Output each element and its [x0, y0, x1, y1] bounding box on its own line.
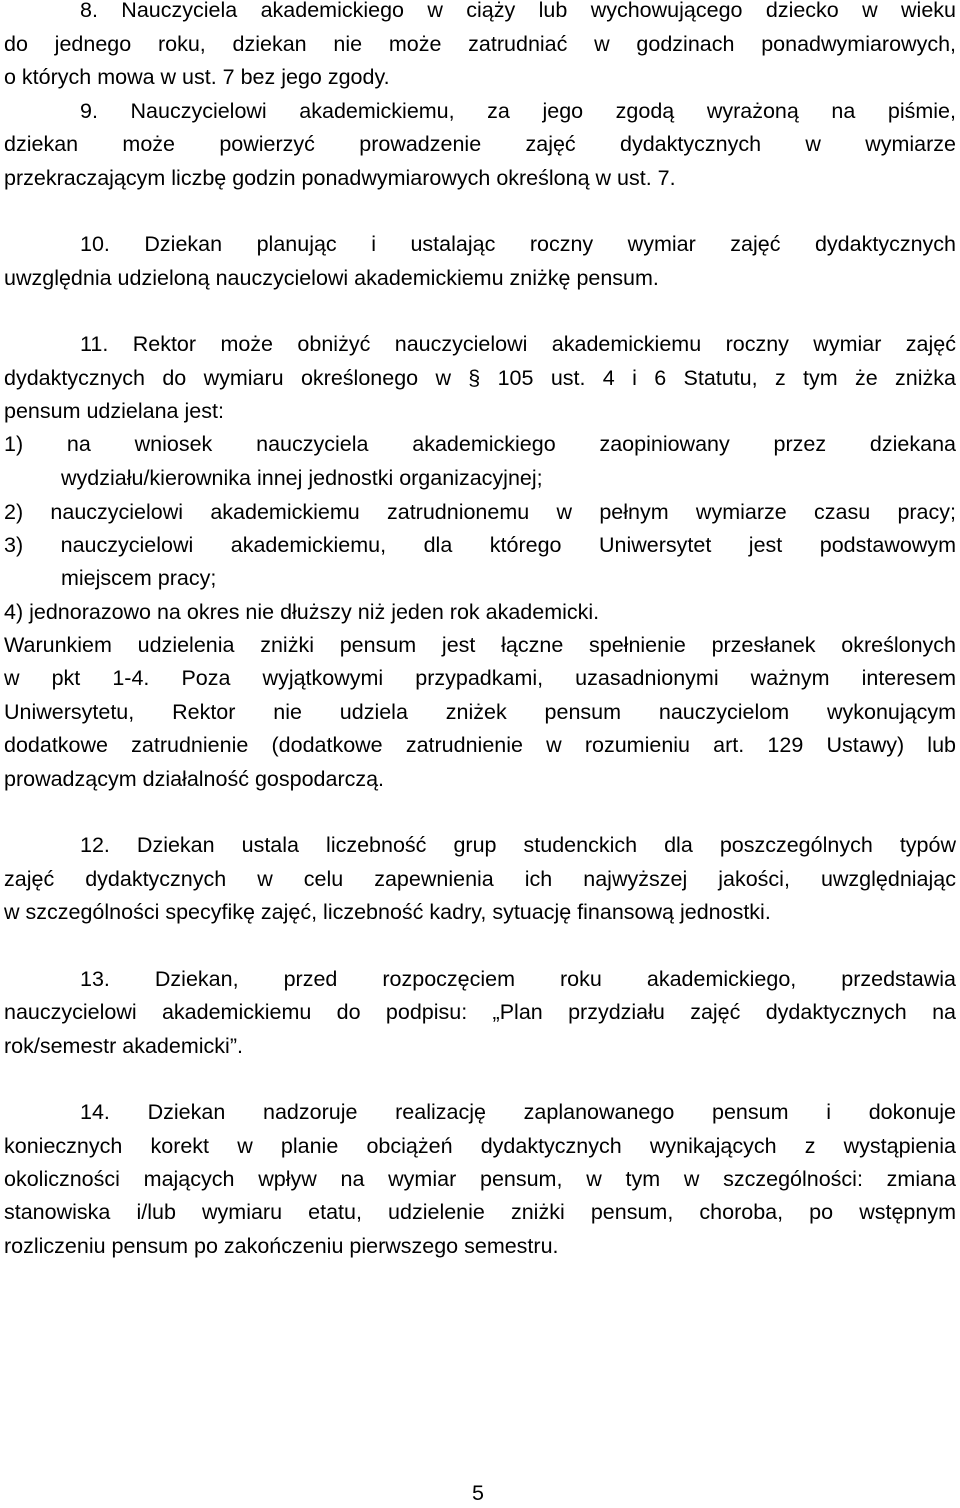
text-line: rok/semestr akademicki”.: [4, 1034, 243, 1058]
text-line: 1) na wniosek nauczyciela akademickiego zaopiniowany przez dziekana: [4, 432, 956, 456]
text-line: dziekan może powierzyć prowadzenie zajęć dydaktycznych w wymiarze: [4, 132, 956, 156]
text-line: zajęć dydaktycznych w celu zapewnienia ich najwyższej jakości, uwzględniając: [4, 867, 956, 891]
text-line: stanowiska i/lub wymiaru etatu, udzielenie zniżki pensum, choroba, po wstępnym: [4, 1200, 956, 1224]
text-line: 2) nauczycielowi akademickiemu zatrudnionemu w pełnym wymiarze czasu pracy;: [4, 500, 956, 524]
text-line: miejscem pracy;: [61, 566, 217, 590]
text-line: Uniwersytetu, Rektor nie udziela zniżek pensum nauczycielom wykonującym: [4, 700, 956, 724]
text-line: Warunkiem udzielenia zniżki pensum jest łączne spełnienie przesłanek określonych: [4, 633, 956, 657]
text-line: prowadzącym działalność gospodarczą.: [4, 767, 385, 791]
text-line: pensum udzielana jest:: [4, 399, 224, 423]
text-line: w pkt 1-4. Poza wyjątkowymi przypadkami, uzasadnionymi ważnym interesem: [4, 666, 956, 690]
text-line: okoliczności mających wpływ na wymiar pensum, w tym w szczególności: zmiana: [4, 1167, 956, 1191]
page-number: 5: [472, 1481, 484, 1505]
text-line: nauczycielowi akademickiemu do podpisu: „Plan przydziału zajęć dydaktycznych na: [4, 1000, 956, 1024]
text-line: 13. Dziekan, przed rozpoczęciem roku akademickiego, przedstawia: [80, 967, 956, 991]
text-line: wydziału/kierownika innej jednostki organizacyjnej;: [61, 466, 543, 490]
text-line: uwzględnia udzieloną nauczycielowi akademickiemu zniżkę pensum.: [4, 266, 659, 290]
text-line: 14. Dziekan nadzoruje realizację zaplanowanego pensum i dokonuje: [80, 1100, 956, 1124]
text-line: 12. Dziekan ustala liczebność grup studenckich dla poszczególnych typów: [80, 833, 956, 857]
text-line: 8. Nauczyciela akademickiego w ciąży lub wychowującego dziecko w wieku: [80, 0, 956, 22]
text-line: 3) nauczycielowi akademickiemu, dla którego Uniwersytet jest podstawowym: [4, 533, 956, 557]
text-line: koniecznych korekt w planie obciążeń dydaktycznych wynikających z wystąpienia: [4, 1134, 956, 1158]
text-line: o których mowa w ust. 7 bez jego zgody.: [4, 65, 390, 89]
text-line: dydaktycznych do wymiaru określonego w § 105 ust. 4 i 6 Statutu, z tym że zniżka: [4, 366, 956, 390]
text-line: do jednego roku, dziekan nie może zatrudniać w godzinach ponadwymiarowych,: [4, 32, 956, 56]
text-line: rozliczeniu pensum po zakończeniu pierwszego semestru.: [4, 1234, 559, 1258]
text-line: przekraczającym liczbę godzin ponadwymiarowych określoną w ust. 7.: [4, 166, 676, 190]
text-line: dodatkowe zatrudnienie (dodatkowe zatrudnienie w rozumieniu art. 129 Ustawy) lub: [4, 733, 956, 757]
text-line: 10. Dziekan planując i ustalając roczny wymiar zajęć dydaktycznych: [80, 232, 956, 256]
text-line: 9. Nauczycielowi akademickiemu, za jego zgodą wyrażoną na piśmie,: [80, 99, 956, 123]
text-line: 4) jednorazowo na okres nie dłuższy niż jeden rok akademicki.: [4, 600, 600, 624]
text-line: w szczególności specyfikę zajęć, liczebność kadry, sytuację finansową jednostki.: [4, 900, 771, 924]
text-line: 11. Rektor może obniżyć nauczycielowi akademickiemu roczny wymiar zajęć: [80, 332, 956, 356]
